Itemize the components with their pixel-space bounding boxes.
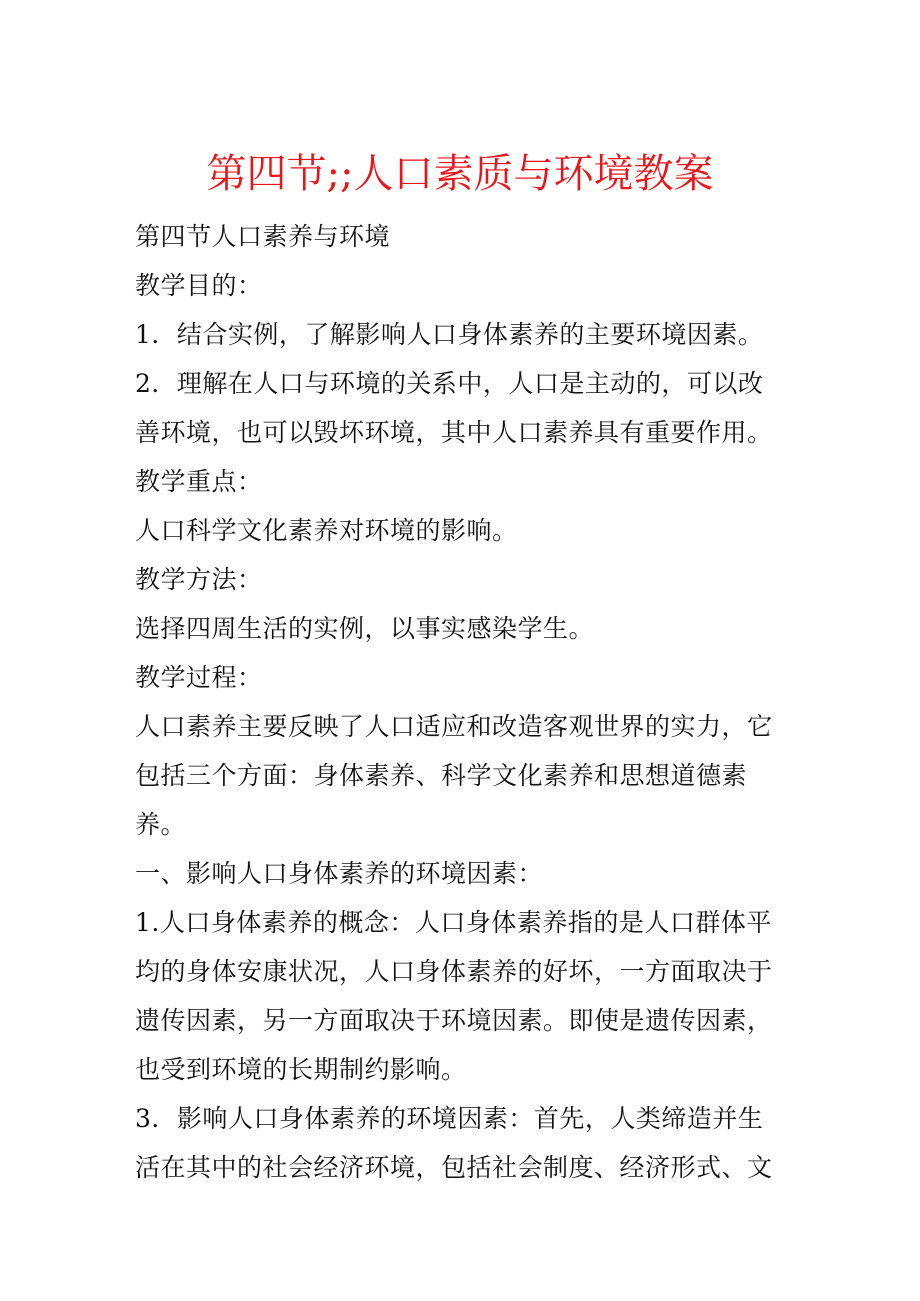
key-points-label: 教学重点： bbox=[135, 467, 263, 496]
key-points-text: 人口科学文化素养对环境的影响。 bbox=[135, 516, 518, 545]
concept-line-4: 也受到环境的长期制约影响。 bbox=[135, 1055, 467, 1084]
document-body bbox=[135, 212, 795, 1192]
concept-line-3: 遗传因素，另一方面取决于环境因素。即使是遗传因素， bbox=[135, 1006, 773, 1035]
section-one-heading: 一、影响人口身体素养的环境因素： bbox=[135, 859, 544, 888]
process-label: 教学过程： bbox=[135, 663, 263, 692]
methods-text: 选择四周生活的实例，以事实感染学生。 bbox=[135, 614, 595, 643]
concept-line-2: 均的身体安康状况，人口身体素养的好坏，一方面取决于 bbox=[135, 957, 773, 986]
objective-2-line-1: 2．理解在人口与环境的关系中，人口是主动的，可以改 bbox=[135, 369, 764, 398]
methods-label: 教学方法： bbox=[135, 565, 263, 594]
document-title: 第四节;;人口素质与环境教案 bbox=[206, 151, 714, 197]
objective-1: 1．结合实例，了解影响人口身体素养的主要环境因素。 bbox=[135, 320, 764, 349]
objective-2-line-2: 善环境，也可以毁坏环境，其中人口素养具有重要作用。 bbox=[135, 418, 773, 447]
section-heading: 第四节人口素养与环境 bbox=[135, 222, 391, 251]
intro-line-1: 人口素养主要反映了人口适应和改造客观世界的实力，它 bbox=[135, 712, 773, 741]
intro-line-2: 包括三个方面：身体素养、科学文化素养和思想道德素 bbox=[135, 761, 748, 790]
objectives-label: 教学目的： bbox=[135, 271, 263, 300]
factors-line-2: 活在其中的社会经济环境，包括社会制度、经济形式、文 bbox=[135, 1153, 773, 1182]
concept-line-1: 1.人口身体素养的概念：人口身体素养指的是人口群体平 bbox=[135, 908, 772, 937]
factors-line-1: 3．影响人口身体素养的环境因素：首先，人类缔造并生 bbox=[135, 1104, 764, 1133]
intro-line-3: 养。 bbox=[135, 810, 187, 839]
